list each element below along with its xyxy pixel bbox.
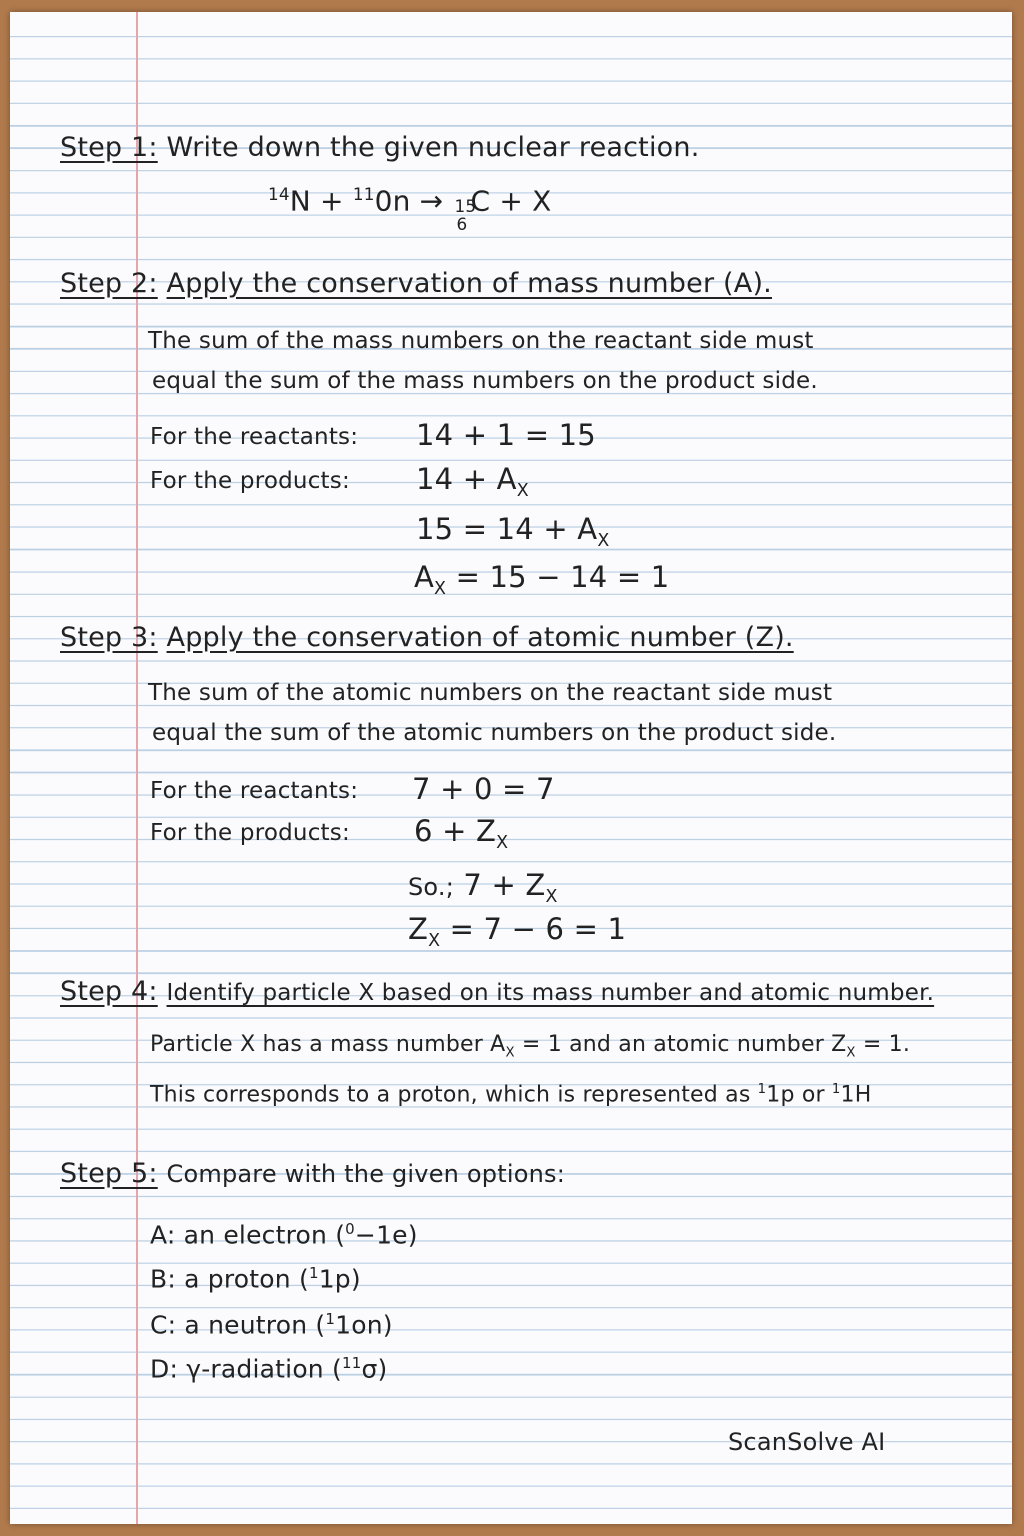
step1-title [60, 132, 699, 163]
step2-eq4 [414, 560, 669, 599]
step4-line1-c: = 1. [855, 1032, 911, 1057]
step3-so-line [408, 868, 558, 907]
step3-eq4 [408, 912, 626, 951]
step3-eq4-a: Z [408, 912, 429, 946]
option-c-body: 1on) [335, 1310, 393, 1340]
step5-heading: Compare with the given options: [166, 1160, 565, 1188]
step3-reactants-expr: 7 + 0 = 7 [412, 772, 555, 806]
step4-line1 [150, 1032, 910, 1060]
option-a-body: −1e) [354, 1220, 418, 1250]
step3-products-a: 6 + Z [414, 814, 497, 848]
step3-line1: The sum of the atomic numbers on the reactant side must [148, 680, 833, 706]
step2-line2: equal the sum of the mass numbers on the product side. [152, 368, 818, 394]
option-b-sup: 1 [308, 1264, 319, 1282]
step4-line1-sub1: X [505, 1045, 515, 1061]
c-sub: 6 [456, 214, 468, 235]
step4-label: Step 4: [60, 976, 158, 1007]
n-mass: 14 [268, 184, 290, 204]
plus-sign-2: + [499, 184, 523, 218]
step3-products-expr [414, 814, 508, 853]
option-b [150, 1264, 361, 1293]
step4-line2-sup1: 1 [757, 1082, 767, 1097]
step3-reactants-label: For the reactants: [150, 778, 359, 804]
step2-eq4-sub: X [434, 578, 447, 599]
step4-line1-a: Particle X has a mass number A [150, 1032, 506, 1057]
step2-reactants-label: For the reactants: [150, 424, 359, 450]
step3-so-sub: X [545, 886, 558, 907]
step5-title [60, 1158, 565, 1189]
option-c-prefix: C: a neutron ( [150, 1310, 326, 1340]
step3-so-a: 7 + Z [454, 868, 546, 902]
n-symbol: N [289, 184, 311, 218]
step1-reaction [268, 184, 552, 235]
step3-label: Step 3: [60, 622, 158, 653]
step3-title [60, 622, 794, 653]
step3-eq4-sub: X [428, 930, 441, 951]
step2-label: Step 2: [60, 268, 158, 299]
step3-so-label: So.; [408, 873, 455, 901]
step5-label: Step 5: [60, 1158, 158, 1189]
margin-line [136, 12, 138, 1524]
step2-eq4-a: A [414, 560, 435, 594]
step3-products-label: For the products: [150, 820, 350, 846]
step4-title [60, 976, 934, 1007]
option-b-body: 1p) [318, 1264, 361, 1294]
step3-heading: Apply the conservation of atomic number (Z). [166, 622, 794, 653]
x-symbol: X [532, 184, 552, 218]
step2-products-a: 14 + A [416, 462, 517, 496]
step2-heading: Apply the conservation of mass number (A). [166, 268, 772, 299]
step3-products-sub: X [496, 832, 509, 853]
option-a-sup: 0 [345, 1220, 355, 1238]
step2-reactants-expr: 14 + 1 = 15 [416, 418, 596, 452]
neutron-sup: 11 [352, 184, 375, 204]
step2-line1: The sum of the mass numbers on the reactant side must [148, 328, 814, 354]
option-c [150, 1310, 393, 1339]
neutron-symbol: 0n [374, 184, 411, 218]
step2-eq3-sub: X [597, 530, 610, 551]
reaction-arrow: → [419, 184, 444, 218]
option-a [150, 1220, 418, 1249]
step2-eq4-b: = 15 − 14 = 1 [446, 560, 670, 594]
step4-line2-sup2: 1 [831, 1082, 841, 1097]
c-sup: 15 [454, 196, 477, 217]
scansolve-signature: ScanSolve AI [728, 1428, 886, 1456]
option-c-sup: 1 [325, 1310, 336, 1328]
step2-products-label: For the products: [150, 468, 350, 494]
notebook-paper [10, 12, 1012, 1524]
plus-sign: + [320, 184, 344, 218]
step4-line2-b: 1p or [766, 1082, 832, 1108]
step2-products-expr [416, 462, 529, 501]
step4-line2 [150, 1082, 871, 1107]
step4-heading: Identify particle X based on its mass number and atomic number. [166, 980, 935, 1006]
step1-heading: Write down the given nuclear reaction. [166, 132, 700, 163]
option-d-body: σ) [361, 1354, 388, 1384]
step3-line2: equal the sum of the atomic numbers on the product side. [152, 720, 837, 746]
c-symbol: C [470, 184, 491, 218]
step2-title [60, 268, 772, 299]
option-b-prefix: B: a proton ( [150, 1264, 309, 1294]
step4-line1-sub2: X [846, 1045, 856, 1061]
step2-products-sub: X [516, 480, 529, 501]
step2-eq3-a: 15 = 14 + A [416, 512, 598, 546]
step4-line2-a: This corresponds to a proton, which is represented as [150, 1082, 758, 1108]
step3-eq4-b: = 7 − 6 = 1 [440, 912, 627, 946]
step4-line2-c: 1H [840, 1082, 872, 1108]
step1-label: Step 1: [60, 132, 158, 163]
option-d [150, 1354, 387, 1383]
option-d-prefix: D: γ-radiation ( [150, 1354, 342, 1384]
option-d-sup: 11 [341, 1354, 362, 1372]
step4-line1-b: = 1 and an atomic number Z [514, 1032, 847, 1057]
option-a-prefix: A: an electron ( [150, 1220, 346, 1250]
step2-eq3 [416, 512, 609, 551]
